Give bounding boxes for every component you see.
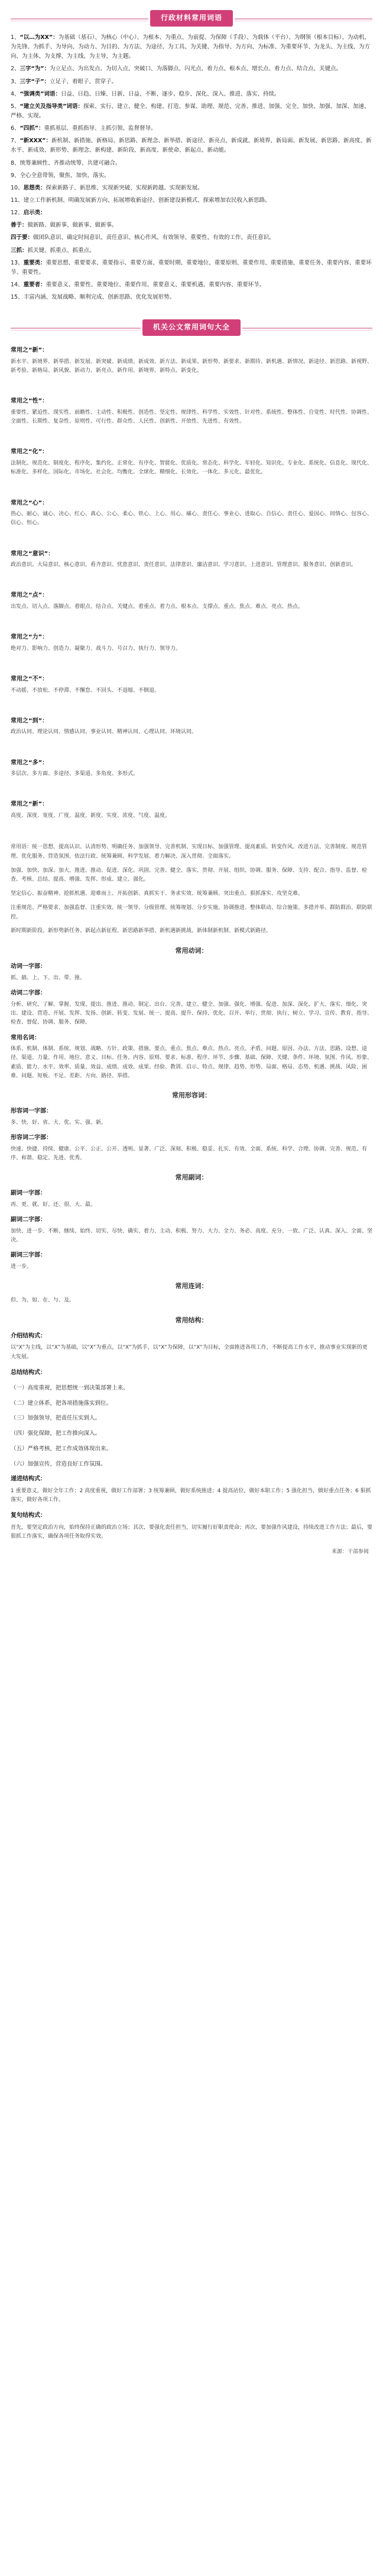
step-item: （六）加强宣传，营造良好工作氛围。	[11, 1460, 106, 1467]
item-heading: 善于：	[11, 222, 28, 229]
word-group-title: 常用名词：	[11, 1034, 40, 1041]
structure-title: 总结结构式：	[11, 1369, 46, 1376]
item-number: 10、	[11, 184, 24, 191]
closing-title: 递进结构式：	[11, 1476, 46, 1483]
list-item	[11, 136, 372, 155]
adv-list	[11, 1189, 372, 1271]
step-item: （五）严格考核，把工作成效体现出来。	[11, 1445, 112, 1452]
item-text: 为基础（基石）、为核心（中心）、为根本、为重点、为前提、为保障（手段）、为载体（平台）、为纲领（根本目标）、为动机、为先锋、为抓手、为导向、为动力、为目的、为方法、为途径、为工具、为关键、为指导、为方向、为标准、为重要环节、为龙头、为主线、为方向、为主体、为支撑、为主线、为主导、为主题。	[11, 34, 371, 60]
item-number: 6、	[11, 125, 20, 132]
category-title: 常用之“到”：	[11, 717, 48, 724]
conj-section	[0, 1281, 383, 1305]
phrase-list	[0, 33, 383, 302]
item-text: 探索、实行、建立、健全、构建、打造、参谋、助理、规范、完善、推进、加强、完全、加快、加强、加深、加速、严格、实现。	[11, 103, 370, 119]
category-title: 常用之“不”：	[11, 676, 48, 682]
word-group-words: 再、更、就、好、还、很、大、最。	[11, 1201, 96, 1208]
list-item	[11, 259, 372, 277]
closing-text: 1 重要意义，做好全年工作；2 高度重视，做好工作部署；3 统筹兼顾，做好系统推进；4 提高站位，做好本职工作；5 强化担当，做好重点任务；6 狠抓落实，做好各项工作。	[11, 1488, 371, 1503]
item-heading: 启示类：	[23, 210, 46, 217]
category-words: 政治意识、大局意识、核心意识、看齐意识、忧患意识、责任意识、法律意识、廉洁意识、学习意识、上进意识、管理意识、服务意识、创新意识。	[11, 562, 357, 568]
category-title: 常用之“意识”：	[11, 550, 54, 557]
item-number: 11、	[11, 197, 24, 204]
category-spacer	[11, 820, 372, 833]
list-item	[11, 90, 372, 99]
category-words: 高度、深度、宽度、广度、温度、新度、实度、浓度、气度、温度。	[11, 812, 171, 819]
item-text: 新机制、新措施、新格局、新思路、新理念、新举措、新途径、新亮点、新成就、新境界、新局面、新发展、新思路、新高度、新水平、新成效、新形势、新理念、新构建、新阶段、新高度、新使命、新起点、新动能。	[11, 138, 372, 154]
item-text: 丰富内涵、发展战略、顺利完成、创新思路、优化发展形势。	[23, 294, 176, 301]
item-heading: “四抓”：	[20, 125, 44, 132]
category-spacer	[11, 570, 372, 583]
body-paragraph: 新时期新阶段、新形势新任务、新起点新征程、新思路新举措、新机遇新挑战、新体制新机制、新模式新路径。	[11, 928, 272, 934]
section-banner-1	[11, 8, 372, 28]
word-group-title: 形容词二字部：	[11, 1135, 52, 1142]
subhead-adverbs: 常用副词：	[175, 1173, 208, 1182]
category-title: 常用之“心”：	[11, 499, 48, 506]
category-words: 热心、耐心、诚心、决心、红心、真心、公心、柔心、铁心、上心、用心、痛心、责任心、事业心、进取心、自信心、责任心、爱国心、同情心、包容心、信心、恒心。	[11, 511, 373, 527]
step-item: （二）建立体系，把各项措施落实到位。	[11, 1400, 112, 1407]
category-spacer	[11, 737, 372, 750]
item-heading: 重要者：	[23, 281, 46, 288]
category-words: 不动摇、不放松、不停滞、不懈怠、不回头、不退缩、不倒退。	[11, 687, 160, 694]
item-text: 做新路、做新事、做新事、做新事。	[27, 222, 118, 229]
item-number: 12、	[11, 210, 24, 217]
word-group-title: 形容词一字部：	[11, 1108, 52, 1115]
closing-title: 复句结构式：	[11, 1512, 46, 1519]
category-words: 多层次、多方面、多途径、多渠道、多角度、多形式。	[11, 771, 139, 777]
structure-text: 以“X”为主线，以“X”为基础，以“X”为重点，以“X”为抓手，以“X”为保障，以“X”为目标，全面推进各项工作，不断提高工作水平，推动事业实现新的更大发展。	[11, 1345, 368, 1360]
item-heading: 三抓：	[11, 247, 28, 254]
category-title: 常用之“力”：	[11, 634, 48, 641]
item-number: 2、	[11, 66, 20, 73]
adj-section	[0, 1090, 383, 1163]
category-words: 重要性、紧迫性、现实性、前瞻性、主动性、积极性、创造性、坚定性、规律性、科学性、实效性、针对性、系统性、整体性、自觉性、时代性、协调性、全面性、长期性、复杂性、原则性、可行性、群众性、人民性、创新性、开放性、先进性、有效性。	[11, 409, 373, 425]
word-group-title: 动词二字部：	[11, 990, 46, 997]
section-banner-2	[11, 318, 372, 338]
subhead-structures: 常用结构：	[175, 1316, 208, 1324]
item-text: 统筹兼顾性、齐推动统筹、共建可融合。	[20, 159, 121, 166]
body-paragraph: 常用语：统一思想、提高认识、认清形势、明确任务、加强领导、完善机制、实现目标、加强管理、提高素质、转变作风、改进方法、完善制度、规范管理、优化服务、营造氛围、依法行政、统筹兼顾、科学发展、着力解决、深入贯彻、全面落实。	[11, 844, 368, 859]
category-title: 常用之“新”：	[11, 801, 48, 808]
list-item	[11, 221, 372, 230]
category-title: 常用之“性”：	[11, 398, 48, 405]
step-item: （一）高度重视，把思想统一到决策部署上来。	[11, 1385, 129, 1392]
item-number: 4、	[11, 90, 20, 97]
item-heading: 三字“为”：	[20, 66, 50, 73]
closing-list	[11, 1475, 372, 1542]
list-item	[11, 159, 372, 168]
subhead-verbs: 常用动词：	[175, 947, 208, 955]
item-text: 做团队意识、确定时间意识、责任意识、核心作风、有效领导、重要性、有效的工作、责任意识。	[33, 234, 275, 241]
body-paragraph: 坚定信心、振奋精神、抢抓机遇、迎难而上、开拓创新、真抓实干、务求实效、统筹兼顾、突出重点、狠抓落实、攻坚克难。	[11, 891, 304, 897]
body-paragraph: 加强、加快、加深、加大、推进、推动、促进、深化、巩固、完善、健全、落实、贯彻、开展、组织、协调、服务、保障、支持、配合、指导、监督、检查、考核、总结、提高、增强、发挥、形成、建立、强化。	[11, 867, 368, 883]
list-item	[11, 102, 372, 121]
item-number: 15、	[11, 294, 24, 301]
banner-title: 机关公文常用词句大全	[142, 319, 241, 336]
list-item	[11, 124, 372, 133]
category-spacer	[11, 528, 372, 541]
list-item	[11, 208, 372, 218]
category-words: 绝对力、影响力、创造力、凝聚力、战斗力、号召力、执行力、领导力。	[11, 645, 181, 652]
item-heading: “建立关及指导类”词语：	[20, 103, 84, 110]
closing-text: 首先，要坚定政治方向，始终保持正确的政治立场；其次，要强化责任担当，切实履行好职责使命；再次，要加强作风建设，持续改进工作方法；最后，要狠抓工作落实，确保各项任务取得实效。	[11, 1524, 373, 1540]
list-item	[11, 293, 372, 302]
banner-title: 行政材料常用词语	[150, 10, 233, 27]
list-item	[11, 233, 372, 243]
subhead-adjectives: 常用形容词：	[172, 1091, 211, 1100]
item-number: 1、	[11, 34, 20, 41]
category-title: 常用之“新”：	[11, 347, 48, 354]
item-number: 3、	[11, 78, 20, 85]
item-text: 立足子、着眼子、贯穿子。	[50, 78, 118, 85]
category-spacer	[11, 695, 372, 708]
subhead-conjunctions: 常用连词：	[175, 1282, 208, 1290]
item-text: 日益、日趋、日臻、日新、日益、不断、逐步、稳步、深化、深入、推进、落实、持续。	[61, 90, 280, 97]
paragraph-section	[0, 843, 383, 936]
item-text: 重抓基层、重抓指导、主抓引领、监督督导。	[44, 125, 157, 132]
category-words: 新水平、新境界、新举措、新发展、新突破、新成绩、新成效、新方法、新成果、新形势、新要求、新期待、新机遇、新情况、新途径、新思路、新视野、新考验、新格局、新风貌、新动力、新亮点、新作用、新境界、新特点、新变化。	[11, 358, 373, 374]
word-group-title: 动词一字部：	[11, 963, 46, 970]
list-item	[11, 184, 372, 193]
item-number: 9、	[11, 172, 20, 179]
top-spacer	[0, 0, 383, 5]
category-words: 政治认同、理论认同、情感认同、事业认同、精神认同、心理认同、环境认同。	[11, 729, 197, 735]
item-text: 全心全意带领，聚焦、加快、落实。	[20, 172, 110, 179]
category-title: 常用之“化”：	[11, 449, 48, 456]
category-list	[0, 346, 383, 833]
item-number: 13、	[11, 259, 24, 266]
structure-list	[11, 1332, 372, 1378]
adj-list	[11, 1107, 372, 1163]
word-group-title: 副词一字部：	[11, 1190, 46, 1197]
category-spacer	[11, 426, 372, 439]
item-text: 抓关键、抓重点、抓重点。	[27, 247, 95, 254]
item-number: 5、	[11, 103, 20, 110]
item-text: 为立足点、为出发点、为切入点、突破口、为落脚点、闪光点、着力点、根本点、增长点、着力点、结合点、关键点。	[50, 66, 342, 73]
category-title: 常用之“多”：	[11, 759, 48, 766]
item-heading: “新XXX”：	[20, 138, 52, 145]
conj-words: 但、为、如、在、与、及。	[11, 1297, 75, 1304]
item-number: 14、	[11, 281, 24, 288]
category-spacer	[11, 779, 372, 792]
source-note: 来源：干部参阅	[331, 1549, 369, 1555]
item-heading: 重要类：	[23, 259, 46, 266]
word-group-words: 多、快、好、省、大、优、实、强、新。	[11, 1119, 107, 1126]
word-group-title: 副词二字部：	[11, 1217, 46, 1224]
category-spacer	[11, 612, 372, 625]
structure-section	[0, 1315, 383, 1557]
category-spacer	[11, 653, 372, 666]
steps-list	[11, 1384, 372, 1469]
list-item	[11, 33, 372, 61]
item-number: 7、	[11, 138, 20, 145]
word-group-words: 分析、研究、了解、掌握、发现、提出、推进、推动、制定、出台、完善、建立、健全、加强、强化、增强、促进、加深、深化、扩大、落实、细化、突出、建设、营造、开展、发挥、发扬、创新、转变、发展、统一、提高、提升、保持、优化、召开、举行、贯彻、执行、树立、学习、宣传、教育、指导、检查、督促、协调、服务、保障。	[11, 1001, 373, 1026]
verbs-list	[11, 962, 372, 1081]
word-group-words: 体系、机制、体制、系统、规划、战略、方针、政策、措施、要点、重点、焦点、难点、热点、亮点、矛盾、问题、原因、办法、方法、思路、设想、途径、渠道、力量、作用、地位、意义、目标、任务、内容、原则、要求、标准、程序、环节、步骤、基础、保障、关键、条件、环境、氛围、作风、形象、素质、能力、水平、效率、质量、效益、成绩、成效、成果、经验、教训、启示、特点、规律、趋势、形势、局面、格局、态势、机遇、挑战、风险、困难、问题、短板、不足、差距、方向、路径、举措。	[11, 1046, 373, 1079]
category-spacer	[11, 375, 372, 388]
structure-title: 介绍结构式：	[11, 1332, 46, 1339]
item-text: 重要思想、重要要求、重要指示、重要方面、重要时期、重要地位、重要原则、重要作用、重要措施、重要任务、重要内容、重要环节、重要性。	[11, 259, 372, 276]
word-group-words: 抓、搞、上、下、出、带、推。	[11, 975, 86, 981]
item-heading: 四于要：	[11, 234, 34, 241]
item-heading: 三字“子”：	[20, 78, 50, 85]
category-words: 法制化、规范化、制度化、程序化、集约化、正常化、有序化、智能化、优质化、常态化、科学化、年轻化、知识化、专业化、系统化、信息化、现代化、标准化、多样化、国际化、市场化、社会化、均衡化、全球化、精细化、长效化、一体化、多元化、最优化。	[11, 460, 373, 476]
item-text: 探索新路子、新思维、实现新突破、实现新跨越、实现新发展。	[46, 184, 203, 191]
list-item	[11, 246, 372, 256]
item-text: 重要意义、重要性、重要地位、重要作用、重要意义、重要机遇、重要内容、重要环节。	[46, 281, 265, 288]
category-title: 常用之“点”：	[11, 592, 48, 599]
word-group-words: 进一步。	[11, 1263, 33, 1270]
category-words: 出发点、切入点、落脚点、着眼点、结合点、关键点、着重点、着力点、根本点、支撑点、重点、焦点、难点、亮点、热点。	[11, 603, 304, 610]
word-group-title: 副词三字部：	[11, 1252, 46, 1259]
item-text: 建立工作新机制、明确发展新方向、拓展增收新途径、创新建设新模式、探索增加农民收入新思路。	[23, 197, 271, 204]
item-heading: “以…为XX”：	[20, 34, 59, 41]
list-item	[11, 171, 372, 181]
word-group-words: 加快、进一步、不断、继续、始终、切实、尽快、确实、着力、主动、积极、努力、大力、全力、务必、高度、充分、一致、广泛、认真、深入、全面、坚决。	[11, 1228, 373, 1243]
item-number: 8、	[11, 159, 20, 166]
verbs-section	[0, 946, 383, 1081]
category-spacer	[11, 478, 372, 491]
body-paragraph: 注重规范、严格要求、加强监督、注重实效、统一领导、分级管理、统筹规划、分步实施、协调推进、整体联动、综合施策、多措并举、群防群治、联防联控。	[11, 904, 373, 920]
list-item	[11, 196, 372, 205]
word-group-words: 快速、快捷、持续、健康、公平、公正、公开、透明、显著、广泛、深刻、积极、稳妥、扎实、有效、全面、系统、科学、合理、协调、完善、规范、有序、和谐、稳定、先进、优秀。	[11, 1146, 368, 1161]
step-item: （四）强化保障，把工作推向深入。	[11, 1430, 101, 1437]
list-item	[11, 77, 372, 87]
item-heading: “强调类”词语：	[20, 90, 61, 97]
item-heading: 思想类：	[23, 184, 46, 191]
list-item	[11, 64, 372, 74]
adv-section	[0, 1172, 383, 1271]
step-item: （三）加强领导，把责任压实到人。	[11, 1415, 101, 1422]
list-item	[11, 280, 372, 290]
